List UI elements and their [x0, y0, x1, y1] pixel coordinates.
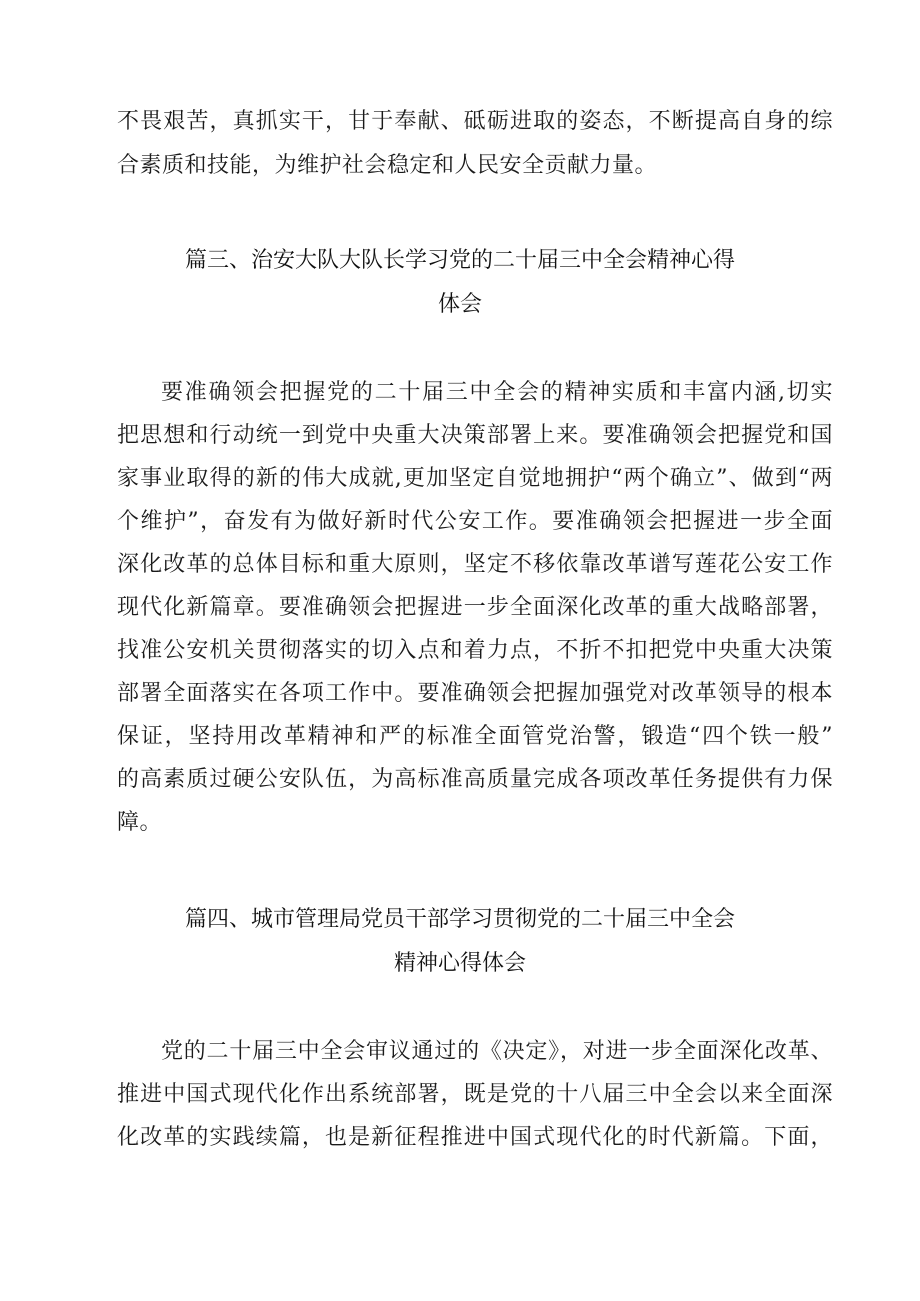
- section-heading: 篇三、治安大队大队长学习党的二十届三中全会精神心得: [184, 248, 735, 273]
- paragraph-line: 的高素质过硬公安队伍，为高标准高质量完成各项改革任务提供有力保: [117, 767, 833, 792]
- paragraph-line: 合素质和技能，为维护社会稳定和人民安全贡献力量。: [117, 153, 658, 178]
- paragraph-line: 个维护”，奋发有为做好新时代公安工作。要准确领会把握进一步全面: [117, 509, 833, 534]
- section-heading: 精神心得体会: [393, 951, 526, 976]
- paragraph-line: 推进中国式现代化作出系统部署，既是党的十八届三中全会以来全面深: [117, 1082, 833, 1107]
- paragraph-line: 党的二十届三中全会审议通过的《决定》，对进一步全面深化改革、: [161, 1039, 833, 1064]
- paragraph-line: 深化改革的总体目标和重大原则，坚定不移依靠改革谱写莲花公安工作: [117, 552, 833, 577]
- section-heading: 体会: [437, 292, 482, 317]
- section-heading: 篇四、城市管理局党员干部学习贯彻党的二十届三中全会: [184, 907, 735, 932]
- paragraph-line: 不畏艰苦，真抓实干，甘于奉献、砥砺进取的姿态，不断提高自身的综: [117, 109, 833, 134]
- paragraph-line: 把思想和行动统一到党中央重大决策部署上来。要准确领会把握党和国: [117, 423, 833, 448]
- paragraph-line: 家事业取得的新的伟大成就,更加坚定自觉地拥护“两个确立”、做到“两: [117, 466, 833, 491]
- paragraph-line: 部署全面落实在各项工作中。要准确领会把握加强党对改革领导的根本: [117, 681, 833, 706]
- paragraph-line: 化改革的实践续篇，也是新征程推进中国式现代化的时代新篇。下面，: [117, 1125, 833, 1150]
- paragraph-line: 找准公安机关贯彻落实的切入点和着力点，不折不扣把党中央重大决策: [117, 638, 833, 663]
- paragraph-line: 现代化新篇章。要准确领会把握进一步全面深化改革的重大战略部署，: [117, 595, 833, 620]
- paragraph-line: 要准确领会把握党的二十届三中全会的精神实质和丰富内涵,切实: [161, 380, 833, 405]
- paragraph-line: 障。: [117, 810, 163, 835]
- paragraph-line: 保证，坚持用改革精神和严的标准全面管党治警，锻造“四个铁一般”: [117, 724, 833, 749]
